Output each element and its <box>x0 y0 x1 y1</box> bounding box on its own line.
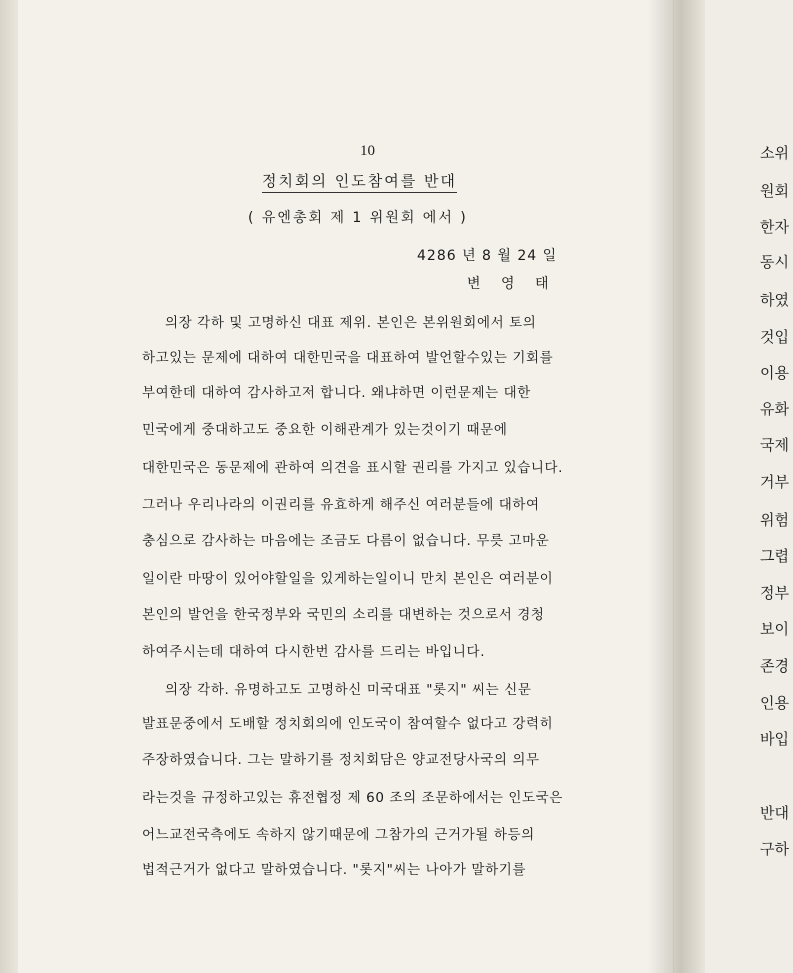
facing-page-fragment: 동시 <box>760 253 789 271</box>
body-line: 그러나 우리나라의 이권리를 유효하게 해주신 여러분들에 대하여 <box>142 497 540 513</box>
facing-page-fragment: 국제 <box>760 436 789 454</box>
facing-page-fragment: 위험 <box>760 511 789 529</box>
body-line: 대한민국은 동문제에 관하여 의견을 표시할 권리를 가지고 있습니다. <box>142 460 564 476</box>
body-line: 주장하였습니다. 그는 말하기를 정치회담은 양교전당사국의 의무 <box>142 752 540 768</box>
body-line: 법적근거가 없다고 말하였습니다. "롯지"씨는 나아가 말하기를 <box>142 862 526 878</box>
facing-page-fragment: 그렵 <box>760 547 789 565</box>
document-title: 정치회의 인도참여를 반대 <box>262 170 457 193</box>
facing-page-fragment: 하였 <box>760 291 789 309</box>
page-number: 10 <box>360 143 375 159</box>
facing-page-fragment: 이용 <box>760 364 789 382</box>
speaker-name: 변 영 태 <box>467 276 557 292</box>
facing-page-fragment: 거부 <box>760 473 789 491</box>
facing-page-fragment: 보이 <box>760 620 789 638</box>
facing-page-fragment: 것입 <box>760 328 789 346</box>
facing-page-fragment: 유화 <box>760 400 789 418</box>
body-line: 본인의 발언을 한국정부와 국민의 소리를 대변하는 것으로서 경청 <box>142 607 545 623</box>
speech-date: 4286 년 8 월 24 일 <box>417 248 558 264</box>
facing-page-fragment: 소위 <box>760 144 789 162</box>
facing-page-fragment: 정부 <box>760 584 789 602</box>
book-gutter-shadow <box>648 0 708 973</box>
document-subtitle: ( 유엔총회 제 1 위원회 에서 ) <box>248 210 468 226</box>
facing-page-fragment: 구하 <box>760 840 789 858</box>
facing-page-fragment: 존경 <box>760 657 789 675</box>
facing-page-fragment: 한자 <box>760 218 789 236</box>
body-line: 일이란 마땅이 있어야할일을 있게하는일이니 만치 본인은 여러분이 <box>142 571 554 587</box>
body-line: 충심으로 감사하는 마음에는 조금도 다름이 없습니다. 무릇 고마운 <box>142 533 550 549</box>
previous-page-edge <box>0 0 20 973</box>
body-line: 부여한데 대하여 감사하고저 합니다. 왜냐하면 이런문제는 대한 <box>142 385 531 401</box>
body-line: 어느교전국측에도 속하지 않기때문에 그참가의 근거가될 하등의 <box>142 827 535 843</box>
body-line: 하고있는 문제에 대하여 대한민국을 대표하여 발언할수있는 기회를 <box>142 350 554 366</box>
facing-page-fragment: 반대 <box>760 804 789 822</box>
body-line: 하여주시는데 대하여 다시한번 감사를 드리는 바입니다. <box>142 644 486 660</box>
facing-page-fragment: 원회 <box>760 182 789 200</box>
body-line: 민국에게 중대하고도 중요한 이해관계가 있는것이기 때문에 <box>142 422 508 438</box>
body-line: 발표문중에서 도배할 정치회의에 인도국이 참여할수 없다고 강력히 <box>142 716 554 732</box>
body-line: 의장 각하. 유명하고도 고명하신 미국대표 "롯지" 씨는 신문 <box>165 682 532 698</box>
facing-page-fragment: 인용 <box>760 694 789 712</box>
body-line: 라는것을 규정하고있는 휴전협정 제 60 조의 조문하에서는 인도국은 <box>142 790 563 806</box>
facing-page-fragment: 바입 <box>760 730 789 748</box>
body-line: 의장 각하 및 고명하신 대표 제위. 본인은 본위원회에서 토의 <box>165 315 537 331</box>
